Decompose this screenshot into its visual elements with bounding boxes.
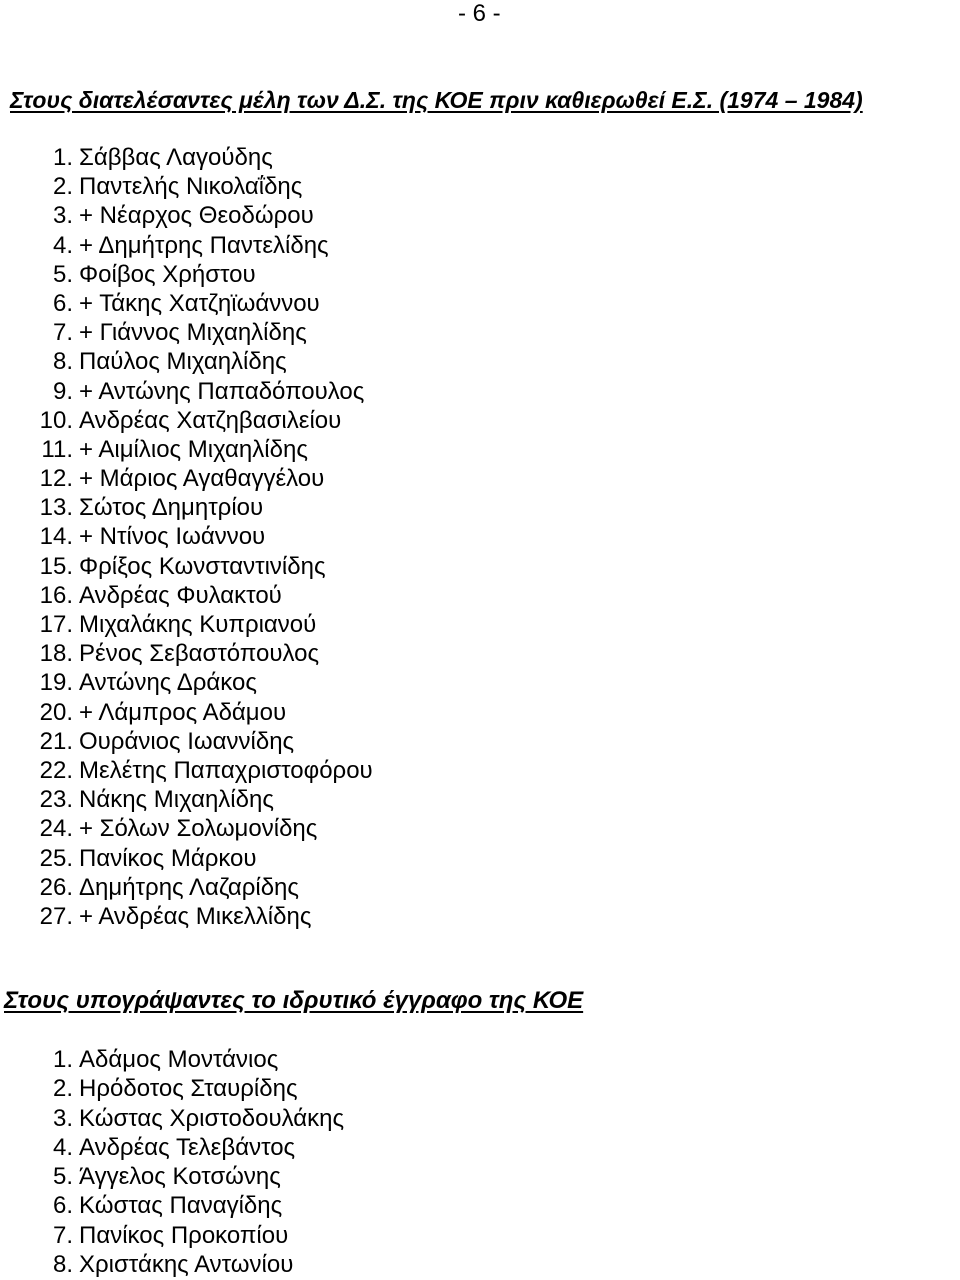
list-item-number: 22. xyxy=(39,756,73,784)
list-item-number: 21. xyxy=(39,727,73,755)
list-item-name: + Αντώνης Παπαδόπουλος xyxy=(79,377,365,405)
list-item-number: 11. xyxy=(41,435,73,463)
page-number: - 6 - xyxy=(458,0,501,27)
list-item-name: Σώτος Δημητρίου xyxy=(79,494,264,522)
list-item-name: Χριστάκης Αντωνίου xyxy=(79,1251,294,1279)
list-item-name: + Μάριος Αγαθαγγέλου xyxy=(79,465,325,493)
list-item-name: + Ντίνος Ιωάννου xyxy=(79,523,266,551)
list-item-number: 8. xyxy=(52,1251,73,1279)
list-item-number: 17. xyxy=(39,611,73,638)
list-item-number: 25. xyxy=(39,844,73,872)
list-item-number: 3. xyxy=(52,202,73,230)
list-item-number: 1. xyxy=(52,1046,73,1073)
list-item-number: 9. xyxy=(52,377,73,405)
list-item-number: 3. xyxy=(52,1104,73,1132)
list-item-name: Φοίβος Χρήστου xyxy=(79,260,256,288)
list-item-number: 26. xyxy=(39,873,73,901)
list-item-number: 27. xyxy=(39,902,73,930)
list-item-name: Κώστας Παναγίδης xyxy=(79,1192,283,1220)
list-item-number: 5. xyxy=(52,1163,73,1191)
list-item-number: 20. xyxy=(39,698,73,726)
list-item-number: 23. xyxy=(39,786,73,814)
list-item-name: + Ανδρέας Μικελλίδης xyxy=(79,902,312,930)
list-item-name: Παντελής Νικολαΐδης xyxy=(79,173,303,201)
list-item-name: Αδάμος Μοντάνιος xyxy=(79,1046,279,1073)
list-item-number: 7. xyxy=(52,1221,73,1249)
list-item-name: Πανίκος Μάρκου xyxy=(79,844,257,872)
list-item-name: Δημήτρης Λαζαρίδης xyxy=(79,873,299,901)
list-item-number: 16. xyxy=(39,581,73,609)
list-item-name: + Γιάννος Μιχαηλίδης xyxy=(79,319,307,347)
list-item-number: 4. xyxy=(52,231,73,259)
list-item-name: Ηρόδοτος Σταυρίδης xyxy=(79,1075,298,1103)
list-item-name: + Λάμπρος Αδάμου xyxy=(79,698,287,726)
list-item-name: + Αιμίλιος Μιχαηλίδης xyxy=(79,435,308,463)
section-heading-founders: Στους υπογράψαντες το ιδρυτικό έγγραφο της ΚΟΕ xyxy=(4,987,584,1014)
list-item-number: 2. xyxy=(52,1075,73,1103)
list-item-number: 5. xyxy=(52,260,73,288)
list-item-name: Σάββας Λαγούδης xyxy=(79,144,273,171)
list-item-number: 12. xyxy=(39,465,73,493)
list-item-name: Μελέτης Παπαχριστοφόρου xyxy=(79,756,373,784)
list-item-name: + Νέαρχος Θεοδώρου xyxy=(79,202,314,230)
list-item-name: Ουράνιος Ιωαννίδης xyxy=(79,727,295,755)
list-item-name: Ρένος Σεβαστόπουλος xyxy=(79,640,320,668)
list-item-number: 14. xyxy=(39,523,73,551)
list-item-name: + Σόλων Σολωμονίδης xyxy=(79,815,318,843)
list-item-name: Παύλος Μιχαηλίδης xyxy=(79,348,287,376)
list-item-name: Μιχαλάκης Κυπριανού xyxy=(79,611,317,638)
list-item-number: 18. xyxy=(39,640,73,668)
list-item-number: 8. xyxy=(52,348,73,376)
list-item-number: 6. xyxy=(52,1192,73,1220)
list-item-number: 24. xyxy=(39,815,73,843)
list-item-number: 1. xyxy=(52,144,73,171)
list-item-name: Νάκης Μιχαηλίδης xyxy=(79,786,274,814)
list-item-name: Ανδρέας Φυλακτού xyxy=(79,581,282,609)
list-item-number: 10. xyxy=(39,406,73,434)
list-item-name: Άγγελος Κοτσώνης xyxy=(79,1163,281,1191)
list-item-name: Ανδρέας Τελεβάντος xyxy=(79,1133,296,1161)
list-item-number: 7. xyxy=(52,319,73,347)
list-item-name: Ανδρέας Χατζηβασιλείου xyxy=(79,406,342,434)
list-item-number: 2. xyxy=(52,173,73,201)
list-item-number: 19. xyxy=(39,669,73,697)
list-item-number: 6. xyxy=(52,289,73,317)
list-item-name: Φρίξος Κωνσταντινίδης xyxy=(79,552,326,580)
list-item-name: Κώστας Χριστοδουλάκης xyxy=(79,1104,345,1132)
list-item-name: Αντώνης Δράκος xyxy=(79,669,257,697)
list-item-name: Πανίκος Προκοπίου xyxy=(79,1221,289,1249)
list-item-name: + Τάκης Χατζηϊωάννου xyxy=(79,289,320,317)
section-heading-board-members: Στους διατελέσαντες μέλη των Δ.Σ. της ΚΟΕ πριν καθιερωθεί Ε.Σ. (1974 – 1984) xyxy=(10,87,863,113)
list-item-name: + Δημήτρης Παντελίδης xyxy=(79,231,329,259)
list-item-number: 4. xyxy=(52,1133,73,1161)
list-item-number: 13. xyxy=(39,494,73,522)
list-item-number: 15. xyxy=(39,552,73,580)
